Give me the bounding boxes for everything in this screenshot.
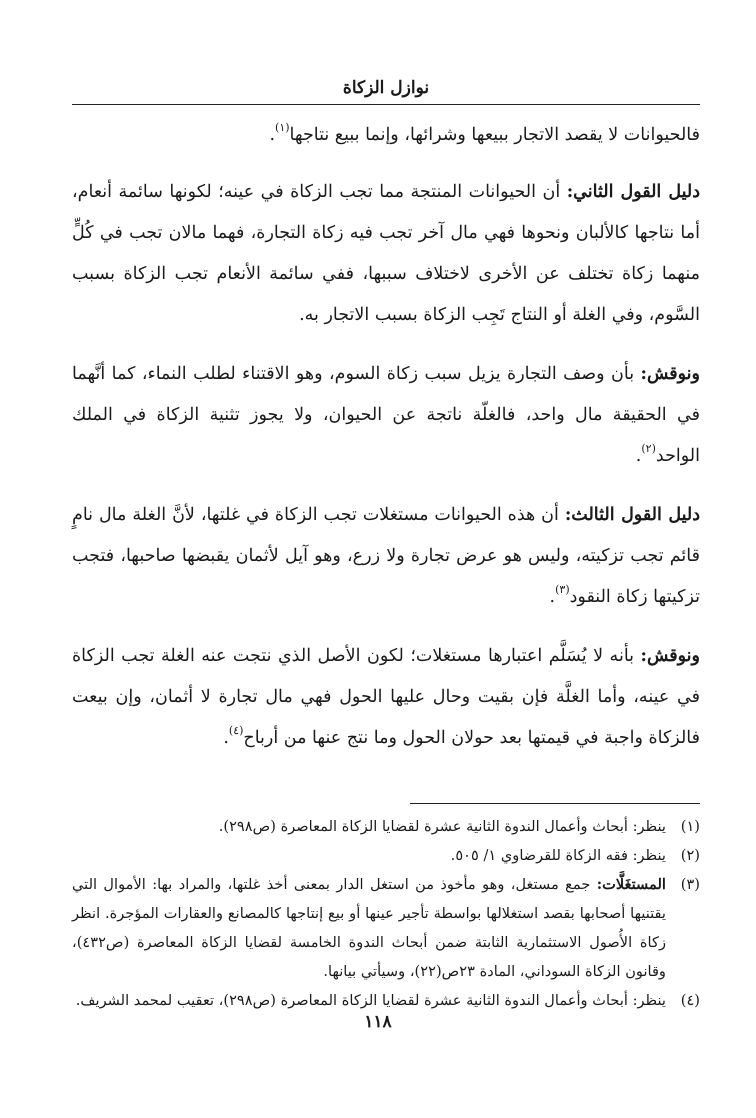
paragraph-label: ونوقش:: [640, 646, 700, 666]
paragraph-text: أن هذه الحيوانات مستغلات تجب الزكاة في غلتها، لأنَّ الغلة مال نامٍ قائم تجب تزكيته، وليس هو عرض تجارة ولا زرع، وهو آيل لأثمان يقبضها صاحبها، فتجب تزكيتها زكاة النقود: [72, 505, 700, 607]
paragraph-1: [72, 115, 700, 156]
paragraph-text: بأنه لا يُسَلَّم اعتبارها مستغلات؛ لكون الأصل الذي نتجت عنه الغلة تجب الزكاة في عينه، وأما الغلَّة فإن بقيت وحال عليها الحول فهي مال تجارة لا أثمان، وإن بيعت فالزكاة واجبة في قيمتها بعد حولان الحول وما نتج عنها من أرباح: [72, 646, 700, 748]
footnote-text: جمع مستغل، وهو مأخوذ من استغل الدار بمعنى أخذ غلتها، والمراد بها: الأموال التي يقتنيها أصحابها بقصد استغلالها بواسطة تأجير عينها أو بيع إنتاجها كالمصانع والعقارات المؤجرة. انظر زكاة الأُصول الاستثمارية الثابتة ضمن أبحاث الندوة الخامسة لقضايا الزكاة المعاصرة (ص٤٣٢)، وقانون الزكاة السوداني، المادة ٢٣ص(٢٢)، وسيأتي بيانها.: [72, 876, 666, 980]
footnote-ref-2[interactable]: (٢): [641, 442, 656, 455]
paragraph-label: ونوقش:: [640, 364, 700, 384]
footnote-text: ينظر: فقه الزكاة للقرضاوي ١/ ٥٠٥.: [450, 847, 666, 864]
header-rule: [72, 104, 700, 105]
footnote-ref-1[interactable]: (١): [275, 121, 290, 134]
footnote-body: [72, 870, 666, 986]
paragraph-2: [72, 172, 700, 336]
footnote-1: [72, 812, 700, 841]
footnote-number: (٢): [680, 847, 700, 864]
paragraph-3: [72, 354, 700, 477]
paragraph-end: .: [549, 587, 556, 607]
footnote-text: ينظر: أبحاث وأعمال الندوة الثانية عشرة لقضايا الزكاة المعاصرة (ص٢٩٨)، تعقيب لمحمد الشريف.: [75, 992, 666, 1009]
paragraph-4: [72, 495, 700, 618]
footnote-ref-3[interactable]: (٣): [555, 583, 570, 596]
paragraph-5: [72, 636, 700, 759]
paragraph-label: دليل القول الثاني:: [566, 182, 700, 202]
footnote-number: (٣): [680, 876, 700, 893]
paragraph-end: .: [223, 728, 229, 748]
paragraph-end: .: [269, 125, 276, 145]
page: [72, 76, 700, 1015]
footnote-label: المستغَلَّات:: [596, 876, 666, 893]
footnote-text: ينظر: أبحاث وأعمال الندوة الثانية عشرة لقضايا الزكاة المعاصرة (ص٢٩٨).: [218, 818, 666, 835]
footnote-ref-4[interactable]: (٤): [228, 724, 244, 737]
footnote-3: [72, 870, 700, 986]
page-number: ١١٨: [364, 1012, 392, 1032]
paragraph-text: فالحيوانات لا يقصد الاتجار ببيعها وشرائها، وإنما ببيع نتاجها: [289, 125, 700, 145]
footnote-number: (١): [680, 818, 700, 835]
paragraph-end: .: [635, 446, 642, 466]
paragraph-text: أن الحيوانات المنتجة مما تجب الزكاة في عينه؛ لكونها سائمة أنعام، أما نتاجها كالألبان ونحوها فهي مال آخر تجب فيه زكاة التجارة، فهما مالان تجب في كُلٍّ منهما زكاة تختلف عن الأخرى لاختلاف سببها، ففي سائمة الأنعام تجب الزكاة بسبب السَّوم، وفي الغلة أو النتاج تَجِب الزكاة بسبب الاتجار به.: [72, 182, 700, 325]
footnote-4: [72, 986, 700, 1015]
footnote-number: (٤): [680, 992, 700, 1009]
footnote-separator: [410, 803, 700, 804]
paragraph-label: دليل القول الثالث:: [564, 505, 700, 525]
running-header: نوازل الزكاة: [342, 78, 430, 98]
paragraph-text: بأن وصف التجارة يزيل سبب زكاة السوم، وهو الاقتناء لطلب النماء، كما أنَّهما في الحقيقة مال واحد، فالغلّة ناتجة عن الحيوان، ولا يجوز تثنية الزكاة في الملك الواحد: [72, 364, 700, 466]
footnote-2: [72, 841, 700, 870]
